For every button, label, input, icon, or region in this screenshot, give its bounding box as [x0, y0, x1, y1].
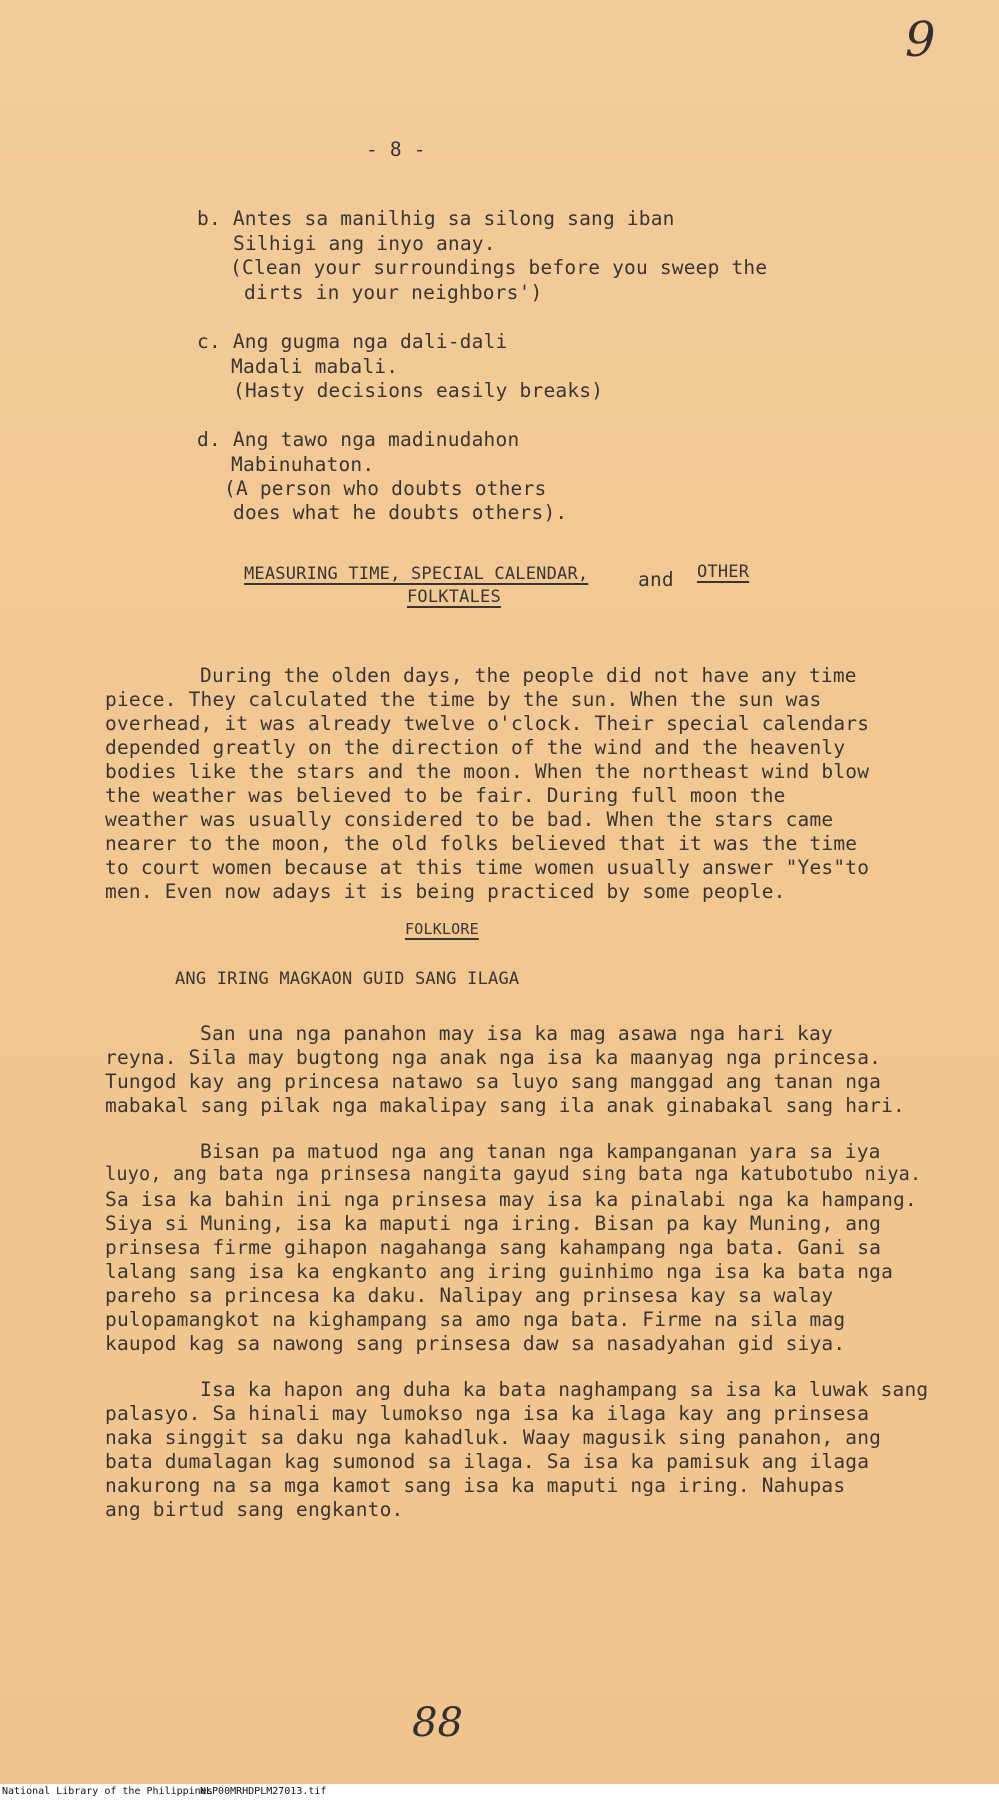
story-p3-line-2: palasyo. Sa hinali may lumokso nga isa ka ilaga kay ang prinsesa — [105, 1402, 870, 1425]
proverb-c-line-1: c. Ang gugma nga dali-dali — [197, 330, 508, 353]
paragraph-1-line-7: weather was usually considered to be bad. When the stars came — [105, 808, 834, 831]
story-p2-line-5: prinsesa firme gihapon nagahanga sang kahampang nga bata. Gani sa — [105, 1236, 882, 1259]
page-number: - 8 - — [366, 138, 426, 161]
story-p2-line-9: kaupod kag sa nawong sang prinsesa daw sa nasadyahan gid siya. — [105, 1332, 846, 1355]
paragraph-1-line-1: During the olden days, the people did not have any time — [200, 664, 857, 687]
story-p2-line-1: Bisan pa matuod nga ang tanan nga kampanganan yara sa iya — [200, 1140, 881, 1163]
footer-library: National Library of the Philippines — [2, 1786, 213, 1797]
section-heading-and: and — [638, 568, 674, 591]
paragraph-1-line-2: piece. They calculated the time by the sun. When the sun was — [105, 688, 822, 711]
story-p2-line-8: pulopamangkot na kighampang sa amo nga bata. Firme na sila mag — [105, 1308, 846, 1331]
story-p2-line-3: Sa isa ka bahin ini nga prinsesa may isa ka pinalabi nga ka hampang. — [105, 1188, 917, 1211]
story-p2-line-2: luyo, ang bata nga prinsesa nangita gayud sing bata nga katubotubo niya. — [105, 1164, 922, 1185]
paragraph-1-line-4: depended greatly on the direction of the wind and the heavenly — [105, 736, 846, 759]
paragraph-1-line-10: men. Even now adays it is being practiced by some people. — [105, 880, 786, 903]
paragraph-1-line-3: overhead, it was already twelve o'clock. Their special calendars — [105, 712, 870, 735]
story-p1-line-1: San una nga panahon may isa ka mag asawa nga hari kay — [200, 1022, 833, 1045]
folklore-heading: FOLKLORE — [405, 920, 479, 938]
proverb-c-line-2: Madali mabali. — [231, 355, 399, 378]
handwritten-page-mark: 9 — [905, 12, 936, 68]
proverb-d-line-4: does what he doubts others). — [233, 501, 568, 524]
story-p3-line-6: ang birtud sang engkanto. — [105, 1498, 404, 1521]
proverb-b-line-2: Silhigi ang inyo anay. — [233, 232, 496, 255]
proverb-c-line-3: (Hasty decisions easily breaks) — [233, 379, 604, 402]
story-p1-line-3: Tungod kay ang princesa natawo sa luyo sang manggad ang tanan nga — [105, 1070, 882, 1093]
paragraph-1-line-5: bodies like the stars and the moon. When the northeast wind blow — [105, 760, 870, 783]
section-heading-part-2: OTHER — [697, 562, 750, 582]
proverb-b-line-4: dirts in your neighbors') — [244, 281, 543, 304]
story-p3-line-5: nakurong na sa mga kamot sang isa ka maputi nga iring. Nahupas — [105, 1474, 846, 1497]
proverb-d-line-2: Mabinuhaton. — [231, 453, 375, 476]
story-p2-line-6: lalang sang isa ka engkanto ang iring guinhimo nga isa ka bata nga — [105, 1260, 894, 1283]
paragraph-1-line-9: to court women because at this time women usually answer "Yes"to — [105, 856, 870, 879]
section-heading-part-3: FOLKTALES — [407, 587, 501, 607]
footer-file: NLP00MRHDPLM27013.tif — [200, 1786, 327, 1797]
paragraph-1-line-6: the weather was believed to be fair. During full moon the — [105, 784, 786, 807]
scan-footer — [0, 1784, 999, 1800]
proverb-d-line-1: d. Ang tawo nga madinudahon — [197, 428, 520, 451]
story-p3-line-1: Isa ka hapon ang duha ka bata naghampang sa isa ka luwak sang — [200, 1378, 929, 1401]
story-p3-line-4: bata dumalagan kag sumonod sa ilaga. Sa isa ka pamisuk ang ilaga — [105, 1450, 870, 1473]
story-p1-line-2: reyna. Sila may bugtong nga anak nga isa ka maanyag nga princesa. — [105, 1046, 882, 1069]
story-p3-line-3: naka singgit sa daku nga kahadluk. Waay magusik sing panahon, ang — [105, 1426, 882, 1449]
story-title: ANG IRING MAGKAON GUID SANG ILAGA — [175, 969, 520, 989]
story-p1-line-4: mabakal sang pilak nga makalipay sang ila anak ginabakal sang hari. — [105, 1094, 905, 1117]
story-p2-line-4: Siya si Muning, isa ka maputi nga iring. Bisan pa kay Muning, ang — [105, 1212, 882, 1235]
proverb-d-line-3: (A person who doubts others — [224, 477, 547, 500]
proverb-b-line-3: (Clean your surroundings before you sweep the — [230, 256, 768, 279]
story-p2-line-7: pareho sa princesa ka daku. Nalipay ang prinsesa kay sa walay — [105, 1284, 834, 1307]
proverb-b-line-1: b. Antes sa manilhig sa silong sang iban — [197, 207, 675, 230]
paragraph-1-line-8: nearer to the moon, the old folks believed that it was the time — [105, 832, 858, 855]
handwritten-archive-number: 88 — [412, 1700, 463, 1746]
section-heading-part-1: MEASURING TIME, SPECIAL CALENDAR, — [244, 564, 589, 584]
